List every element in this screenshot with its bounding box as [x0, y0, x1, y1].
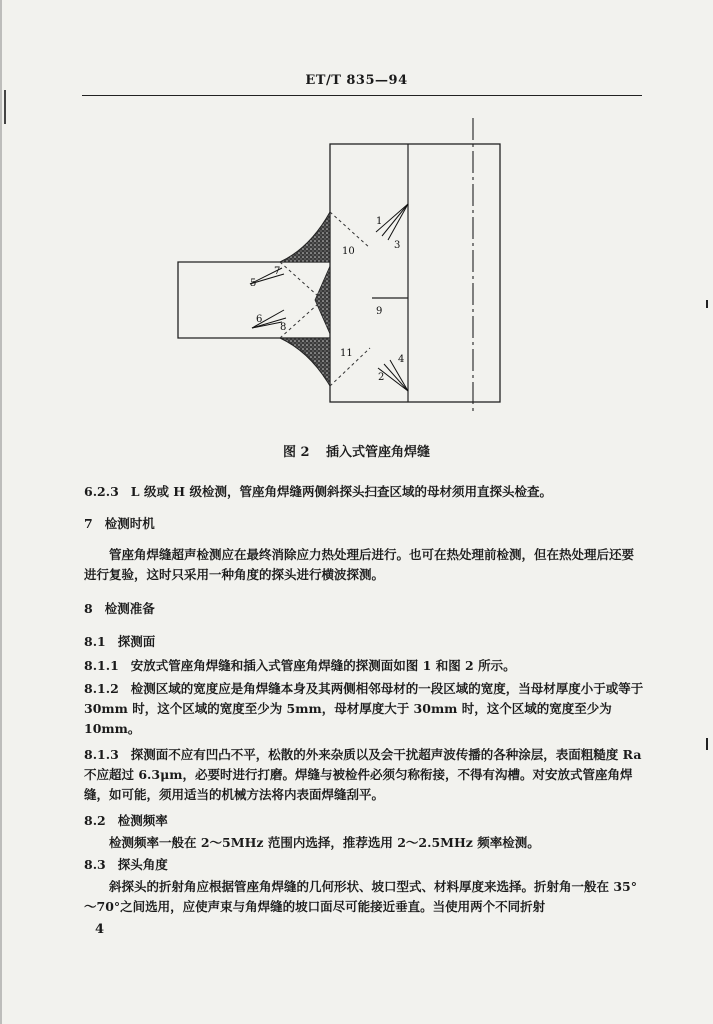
section-7-heading	[84, 514, 644, 534]
section-number: 8	[84, 601, 93, 616]
label-9: 9	[376, 306, 383, 317]
section-8-3-text: 斜探头的折射角应根据管座角焊缝的几何形状、坡口型式、材料厚度来选择。折射角一般在 35°～70°之间选用，应使声束与角焊缝的坡口面尽可能接近垂直。当使用两个不同折射	[84, 879, 637, 914]
section-title: 检测时机	[104, 516, 155, 531]
section-8-3-heading	[84, 855, 644, 875]
label-6: 6	[256, 314, 263, 325]
section-8-2-text: 检测频率一般在 2～5MHz 范围内选择，推荐选用 2～2.5MHz 频率检测。	[109, 835, 540, 850]
weld-bottom	[280, 338, 330, 386]
label-1: 1	[376, 216, 383, 227]
section-title: 检测频率	[117, 813, 168, 828]
label-11: 11	[340, 348, 353, 359]
clause-number: 6.2.3	[84, 484, 119, 499]
label-5: 5	[250, 278, 257, 289]
section-8-1-heading	[84, 632, 644, 652]
section-title: 检测准备	[104, 601, 155, 616]
caption-number: 图 2	[282, 445, 310, 460]
section-8-heading	[84, 599, 644, 619]
label-10: 10	[342, 246, 355, 257]
label-2: 2	[378, 372, 385, 383]
label-4: 4	[398, 354, 405, 365]
caption-text: 插入式管座角焊缝	[326, 445, 431, 460]
clause-number: 8.1.1	[84, 658, 119, 673]
scan-speck	[706, 300, 708, 308]
header-pipe	[330, 144, 500, 402]
clause-text: L 级或 H 级检测，管座角焊缝两侧斜探头扫查区域的母材须用直探头检查。	[130, 484, 552, 499]
section-7-text: 管座角焊缝超声检测应在最终消除应力热处理后进行。也可在热处理前检测，但在热处理后还要进行复验，这时只采用一种角度的探头进行横波探测。	[84, 547, 635, 582]
clause-8-1-1	[84, 656, 644, 676]
section-number: 8.1	[84, 634, 106, 649]
scan-mark	[4, 90, 6, 124]
standard-code: ET/T 835—94	[305, 73, 408, 88]
weld-root	[315, 266, 330, 334]
section-title: 探头角度	[117, 857, 168, 872]
label-3: 3	[394, 240, 401, 251]
scan-speck	[706, 738, 708, 750]
scan-edge	[0, 0, 2, 1024]
section-number: 7	[84, 516, 93, 531]
weld-diagram	[170, 116, 520, 416]
label-7: 7	[274, 266, 281, 277]
weld-top	[280, 212, 330, 262]
section-title: 探测面	[117, 634, 156, 649]
clause-6-2-3	[84, 482, 644, 502]
clause-number: 8.1.2	[84, 681, 119, 696]
clause-text: 检测区域的宽度应是角焊缝本身及其两侧相邻母材的一段区域的宽度，当母材厚度小于或等于 30mm 时，这个区域的宽度至少为 5mm，母材厚度大于 30mm 时，这个区域的宽度至少为 10mm。	[84, 681, 644, 736]
section-number: 8.3	[84, 857, 106, 872]
section-8-2-heading	[84, 811, 644, 831]
clause-text: 安放式管座角焊缝和插入式管座角焊缝的探测面如图 1 和图 2 所示。	[130, 658, 516, 673]
header-rule	[82, 95, 642, 96]
label-8: 8	[280, 322, 287, 333]
section-number: 8.2	[84, 813, 106, 828]
clause-8-1-2	[84, 679, 644, 739]
clause-text: 探测面不应有凹凸不平，松散的外来杂质以及会干扰超声波传播的各种涂层，表面粗糙度 Ra 不应超过 6.3μm，必要时进行打磨。焊缝与被检件必须匀称衔接，不得有沟槽。对安放式管座角焊缝，如可能，须用适当的机械方法将内表面焊缝刮平。	[84, 747, 642, 802]
clause-number: 8.1.3	[84, 747, 119, 762]
page-number: 4	[95, 922, 105, 937]
clause-8-1-3	[84, 745, 644, 805]
figure-caption	[0, 441, 713, 460]
